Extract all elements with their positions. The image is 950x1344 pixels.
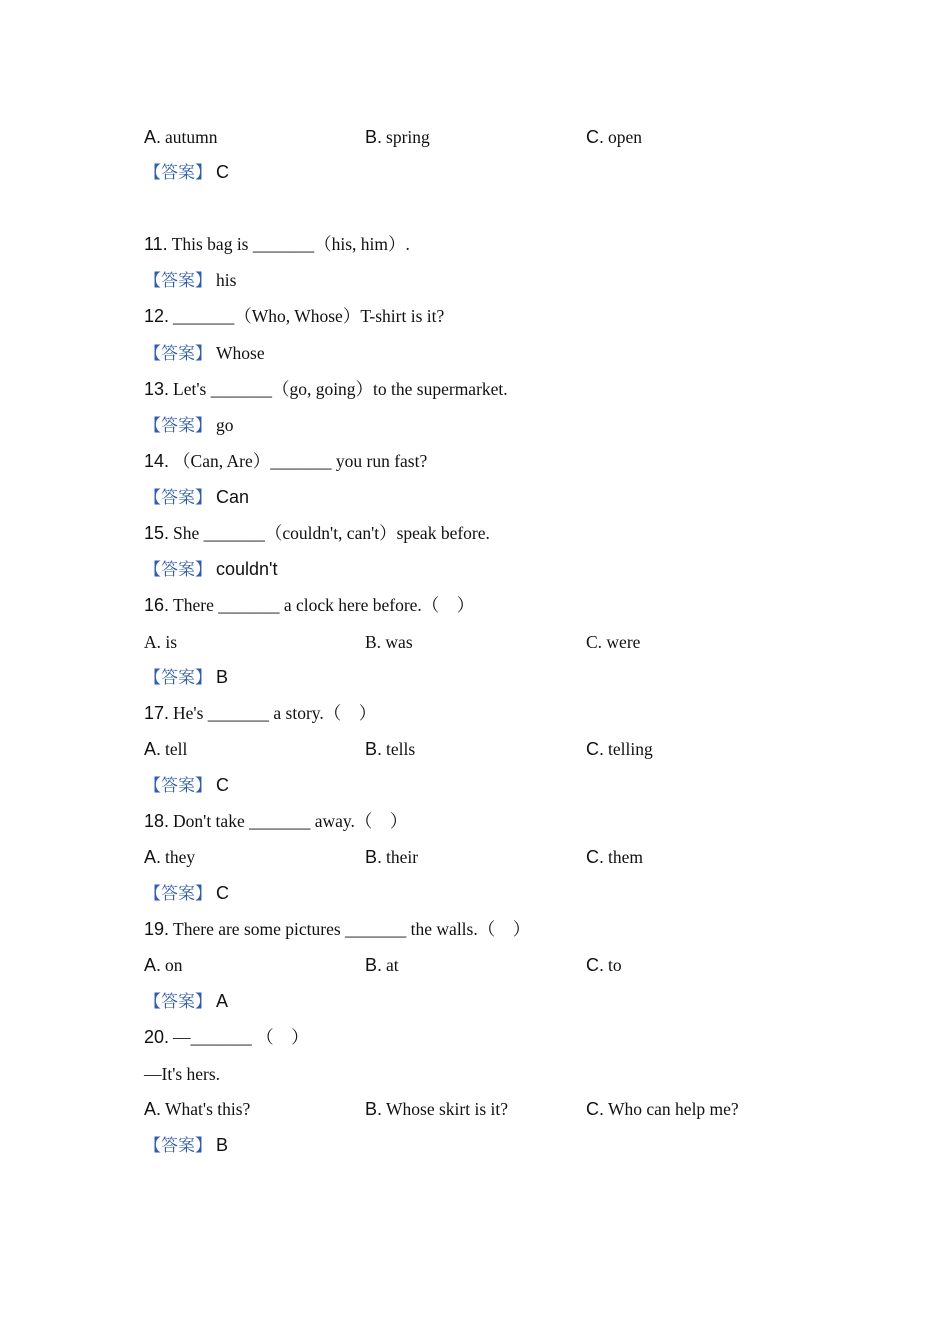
- q17-option-b: B. tells: [365, 739, 416, 759]
- q19-option-a: A. on: [144, 955, 183, 975]
- q14-question: 14. （Can, Are）_______ you run fast?: [144, 451, 428, 471]
- answer-label: 【答案】: [144, 344, 212, 364]
- q19-question: 19. There are some pictures _______ the walls.（ ）: [144, 919, 531, 939]
- answer-label: 【答案】: [144, 163, 212, 183]
- answer-label: 【答案】: [144, 668, 212, 688]
- q11-answer: 【答案】 his: [144, 270, 237, 291]
- q13-answer: 【答案】 go: [144, 415, 234, 436]
- q18-question: 18. Don't take _______ away.（ ）: [144, 811, 408, 831]
- q16-option-b: B. was: [365, 632, 413, 652]
- answer-label: 【答案】: [144, 884, 212, 904]
- q15-question: 15. She _______（couldn't, can't）speak before.: [144, 523, 490, 543]
- q20-option-c: C. Who can help me?: [586, 1099, 739, 1119]
- q18-option-b: B. their: [365, 847, 419, 867]
- q17-answer: 【答案】 C: [144, 775, 229, 796]
- q19-answer: 【答案】 A: [144, 991, 229, 1012]
- q15-answer: 【答案】 couldn't: [144, 559, 278, 580]
- answer-label: 【答案】: [144, 271, 212, 291]
- answer-label: 【答案】: [144, 560, 212, 580]
- q19-option-c: C. to: [586, 955, 622, 975]
- q10-answer: 【答案】 C: [144, 162, 229, 183]
- q19-option-b: B. at: [365, 955, 399, 975]
- answer-label: 【答案】: [144, 488, 212, 508]
- q16-option-a: A. is: [144, 632, 178, 652]
- q20-reply: —It's hers.: [144, 1064, 221, 1084]
- q20-question: 20. —_______ （ ）: [144, 1027, 309, 1047]
- q16-answer: 【答案】 B: [144, 667, 229, 688]
- answer-label: 【答案】: [144, 992, 212, 1012]
- q18-option-c: C. them: [586, 847, 643, 867]
- q17-option-a: A. tell: [144, 739, 188, 759]
- q20-answer: 【答案】 B: [144, 1135, 229, 1156]
- q12-question: 12. _______（Who, Whose）T-shirt is it?: [144, 306, 445, 326]
- q13-question: 13. Let's _______（go, going）to the supermarket.: [144, 379, 508, 399]
- q10-option-b: B. spring: [365, 127, 430, 147]
- q11-question: 11. This bag is _______（his, him）.: [144, 234, 410, 254]
- answer-label: 【答案】: [144, 776, 212, 796]
- q12-answer: 【答案】 Whose: [144, 343, 265, 364]
- q14-answer: 【答案】 Can: [144, 487, 250, 508]
- q18-option-a: A. they: [144, 847, 196, 867]
- q10-option-a: A. autumn: [144, 127, 218, 147]
- q10-option-c: C. open: [586, 127, 643, 147]
- q18-answer: 【答案】 C: [144, 883, 229, 904]
- q17-question: 17. He's _______ a story.（ ）: [144, 703, 377, 723]
- answer-label: 【答案】: [144, 1136, 212, 1156]
- answer-label: 【答案】: [144, 416, 212, 436]
- q17-option-c: C. telling: [586, 739, 653, 759]
- q20-option-b: B. Whose skirt is it?: [365, 1099, 509, 1119]
- q20-option-a: A. What's this?: [144, 1099, 251, 1119]
- q16-option-c: C. were: [586, 632, 641, 652]
- q16-question: 16. There _______ a clock here before.（ ）: [144, 595, 475, 615]
